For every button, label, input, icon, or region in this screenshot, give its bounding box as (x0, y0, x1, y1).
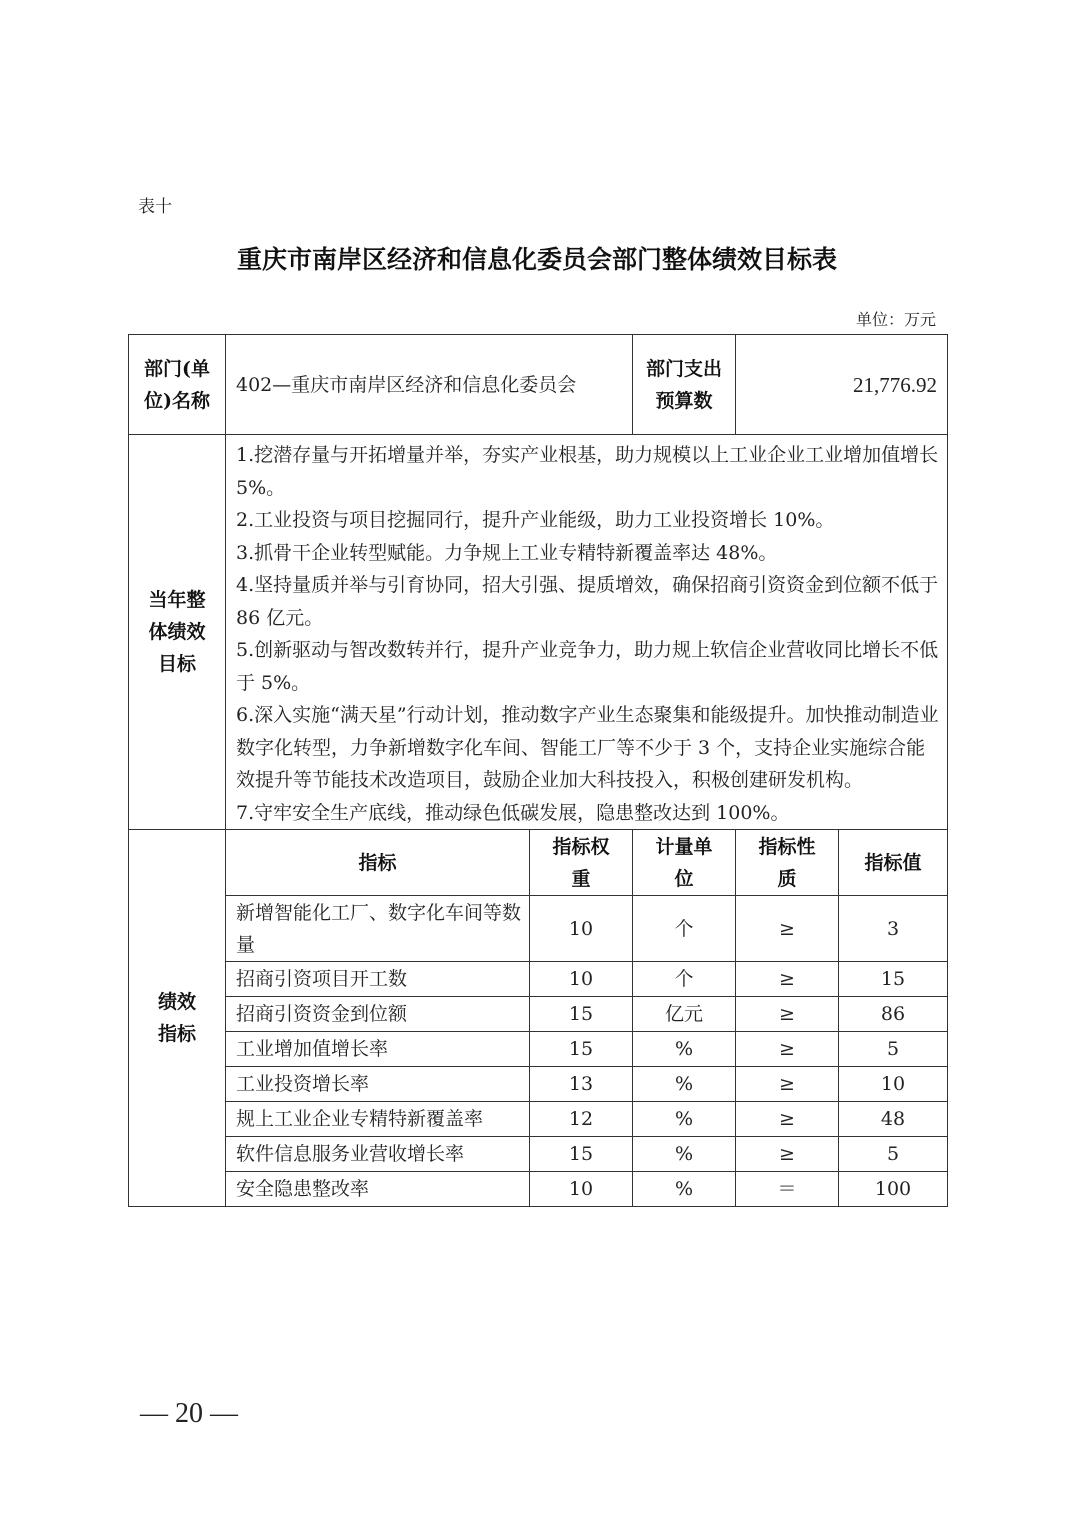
indicator-row (129, 1067, 948, 1102)
indicator-weight: 10 (530, 1172, 633, 1207)
header-value: 指标值 (839, 830, 948, 896)
indicator-unit: % (633, 1032, 736, 1067)
indicator-unit: 个 (633, 896, 736, 962)
goal-item: 3.抓骨干企业转型赋能。力争规上工业专精特新覆盖率达 48%。 (236, 541, 778, 564)
indicator-unit: % (633, 1102, 736, 1137)
indicator-name: 工业增加值增长率 (226, 1032, 530, 1067)
indicator-unit: % (633, 1067, 736, 1102)
goals-label: 当年整体绩效目标 (129, 435, 226, 830)
indicator-name: 工业投资增长率 (226, 1067, 530, 1102)
page-number: — 20 — (140, 1398, 238, 1429)
goal-item: 5.创新驱动与智改数转并行，提升产业竞争力，助力规上软信企业营收同比增长不低于 5%。 (236, 639, 939, 694)
indicator-nature: ＝ (736, 1172, 839, 1207)
dept-row (129, 335, 948, 435)
indicator-value: 5 (839, 1137, 948, 1172)
indicator-name: 安全隐患整改率 (226, 1172, 530, 1207)
indicator-row (129, 896, 948, 962)
budget-label: 部门支出预算数 (633, 335, 736, 435)
indicator-row (129, 1137, 948, 1172)
indicator-nature: ≥ (736, 1032, 839, 1067)
indicator-weight: 10 (530, 896, 633, 962)
indicator-row (129, 997, 948, 1032)
indicator-header-row (129, 830, 948, 896)
indicator-value: 5 (839, 1032, 948, 1067)
indicators-label: 绩效指标 (129, 830, 226, 1207)
indicator-nature: ≥ (736, 1102, 839, 1137)
goals-row (129, 435, 948, 830)
dept-name-label: 部门(单位)名称 (129, 335, 226, 435)
budget-value: 21,776.92 (736, 335, 948, 435)
indicator-weight: 15 (530, 997, 633, 1032)
indicator-name: 招商引资资金到位额 (226, 997, 530, 1032)
indicator-unit: 个 (633, 962, 736, 997)
goal-item: 4.坚持量质并举与引育协同，招大引强、提质增效，确保招商引资资金到位额不低于 86 亿元。 (236, 574, 939, 629)
header-weight: 指标权重 (530, 830, 633, 896)
indicator-nature: ≥ (736, 1067, 839, 1102)
header-unit: 计量单位 (633, 830, 736, 896)
performance-table (128, 334, 948, 1207)
table-number: 表十 (138, 197, 172, 217)
indicator-weight: 12 (530, 1102, 633, 1137)
indicator-weight: 13 (530, 1067, 633, 1102)
indicator-row (129, 1172, 948, 1207)
indicator-nature: ≥ (736, 896, 839, 962)
indicator-nature: ≥ (736, 962, 839, 997)
indicator-row (129, 1032, 948, 1067)
header-nature: 指标性质 (736, 830, 839, 896)
header-indicator: 指标 (226, 830, 530, 896)
indicator-value: 3 (839, 896, 948, 962)
indicator-value: 100 (839, 1172, 948, 1207)
unit-label: 单位：万元 (855, 310, 936, 329)
indicator-value: 15 (839, 962, 948, 997)
indicator-name: 规上工业企业专精特新覆盖率 (226, 1102, 530, 1137)
indicator-value: 48 (839, 1102, 948, 1137)
indicator-nature: ≥ (736, 1137, 839, 1172)
indicator-name: 招商引资项目开工数 (226, 962, 530, 997)
indicator-nature: ≥ (736, 997, 839, 1032)
goal-item: 6.深入实施“满天星”行动计划，推动数字产业生态聚集和能级提升。加快推动制造业数字化转型，力争新增数字化车间、智能工厂等不少于 3 个，支持企业实施综合能效提升等节能技术改造项目，鼓励企业加大科技投入，积极创建研发机构。 (236, 704, 939, 791)
page-title: 重庆市南岸区经济和信息化委员会部门整体绩效目标表 (236, 245, 837, 274)
indicator-value: 10 (839, 1067, 948, 1102)
indicator-weight: 15 (530, 1137, 633, 1172)
indicator-unit: % (633, 1137, 736, 1172)
indicator-value: 86 (839, 997, 948, 1032)
indicator-name: 新增智能化工厂、数字化车间等数量 (226, 896, 530, 962)
indicator-row (129, 962, 948, 997)
indicator-weight: 15 (530, 1032, 633, 1067)
indicator-name: 软件信息服务业营收增长率 (226, 1137, 530, 1172)
indicator-weight: 10 (530, 962, 633, 997)
dept-name-value: 402—重庆市南岸区经济和信息化委员会 (226, 335, 633, 435)
goal-item: 2.工业投资与项目挖掘同行，提升产业能级，助力工业投资增长 10%。 (236, 509, 835, 531)
goal-item: 1.挖潜存量与开拓增量并举，夯实产业根基，助力规模以上工业企业工业增加值增长 5%。 (236, 444, 939, 499)
goal-item: 7.守牢安全生产底线，推动绿色低碳发展，隐患整改达到 100%。 (236, 801, 790, 824)
indicator-row (129, 1102, 948, 1137)
goals-content (226, 435, 948, 830)
indicator-unit: % (633, 1172, 736, 1207)
indicator-unit: 亿元 (633, 997, 736, 1032)
